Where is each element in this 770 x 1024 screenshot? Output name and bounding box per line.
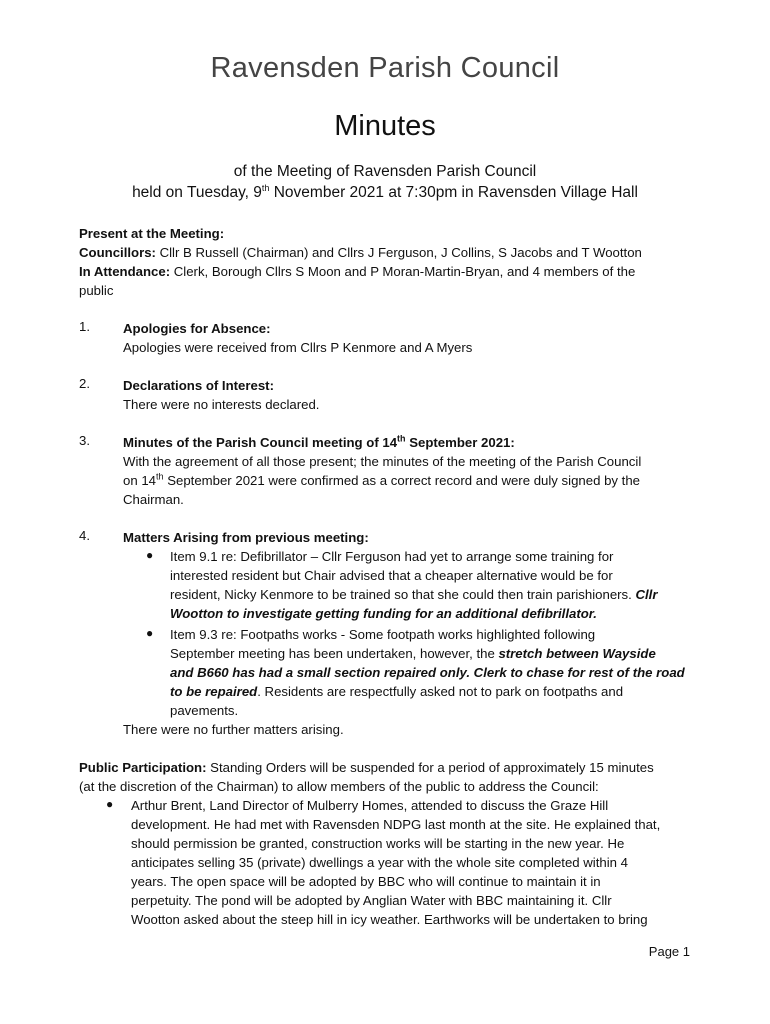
item-4-bullet-1-line-1: Item 9.1 re: Defibrillator – Cllr Ferguson had yet to arrange some training for	[170, 549, 614, 564]
public-bullet-line-6: perpetuity. The pond will be adopted by Anglian Water with BBC maintaining it. Cllr	[131, 893, 612, 908]
item-4-number: 4.	[79, 528, 90, 543]
item-4-bullet-2-line-3: and B660 has had a small section repaired only. Clerk to chase for rest of the road	[170, 665, 685, 680]
item-4-bullet-2-line-5: pavements.	[170, 703, 239, 718]
item-1-heading: Apologies for Absence:	[123, 321, 271, 336]
public-bullet-line-3: should permission be granted, construction works will be starting in the new year. He	[131, 836, 625, 851]
item-3-line-2: on 14th September 2021 were confirmed as a correct record and were duly signed by the	[123, 471, 641, 488]
item-2-heading: Declarations of Interest:	[123, 378, 274, 393]
public-bullet-line-7: Wootton asked about the steep hill in icy weather. Earthworks will be undertaken to bring	[131, 912, 648, 927]
document-title: Minutes	[334, 110, 436, 142]
item-3-line-1: With the agreement of all those present; the minutes of the meeting of the Parish Council	[123, 454, 642, 469]
item-3-heading: Minutes of the Parish Council meeting of 14th September 2021:	[123, 433, 515, 450]
attendance-line: In Attendance: Clerk, Borough Cllrs S Moon and P Moran-Martin-Bryan, and 4 members of the	[79, 264, 636, 279]
meeting-subtitle: of the Meeting of Ravensden Parish Council	[233, 163, 537, 180]
bullet-icon: ●	[106, 797, 114, 811]
item-1-text: Apologies were received from Cllrs P Kenmore and A Myers	[123, 340, 473, 355]
item-4-bullet-1-line-2: interested resident but Chair advised that a cheaper alternative would be for	[170, 568, 613, 583]
public-bullet-line-1: Arthur Brent, Land Director of Mulberry Homes, attended to discuss the Graze Hill	[131, 798, 609, 813]
item-4-heading: Matters Arising from previous meeting:	[123, 530, 369, 545]
council-name: Ravensden Parish Council	[210, 52, 560, 84]
item-4-bullet-2-line-4: to be repaired. Residents are respectfully asked not to park on footpaths and	[170, 684, 624, 699]
public-participation-line-2: (at the discretion of the Chairman) to allow members of the public to address the Council:	[79, 779, 599, 794]
item-2-text: There were no interests declared.	[123, 397, 320, 412]
public-bullet-line-5: years. The open space will be adopted by BBC who will continue to maintain it in	[131, 874, 601, 889]
bullet-icon: ●	[146, 548, 154, 562]
present-heading: Present at the Meeting:	[79, 226, 225, 241]
item-2-number: 2.	[79, 376, 90, 391]
item-4-bullet-1-line-4: Wootton to investigate getting funding for an additional defibrillator.	[170, 606, 597, 621]
item-4-bullet-1-line-3: resident, Nicky Kenmore to be trained so that she could then train parishioners. Cllr	[170, 587, 658, 602]
item-4-bullet-2-line-1: Item 9.3 re: Footpaths works - Some footpath works highlighted following	[170, 627, 596, 642]
item-4-bullet-2-line-2: September meeting has been undertaken, however, the stretch between Wayside	[170, 646, 656, 661]
public-bullet-line-2: development. He had met with Ravensden NDPG last month at the site. He explained that,	[131, 817, 661, 832]
item-4-closing: There were no further matters arising.	[123, 722, 344, 737]
meeting-date-line: held on Tuesday, 9th November 2021 at 7:30pm in Ravensden Village Hall	[132, 182, 638, 201]
item-3-line-3: Chairman.	[123, 492, 184, 507]
page-number: Page 1	[648, 944, 690, 959]
attendance-line-2: public	[79, 283, 114, 298]
item-1-number: 1.	[79, 319, 90, 334]
bullet-icon: ●	[146, 626, 154, 640]
public-participation-line-1: Public Participation: Standing Orders will be suspended for a period of approximately 15 minutes	[79, 760, 654, 775]
item-3-number: 3.	[79, 433, 90, 448]
public-bullet-line-4: anticipates selling 35 (private) dwellings a year with the whole site completed within 4	[131, 855, 628, 870]
councillors-line: Councillors: Cllr B Russell (Chairman) and Cllrs J Ferguson, J Collins, S Jacobs and T Wootton	[79, 245, 642, 260]
